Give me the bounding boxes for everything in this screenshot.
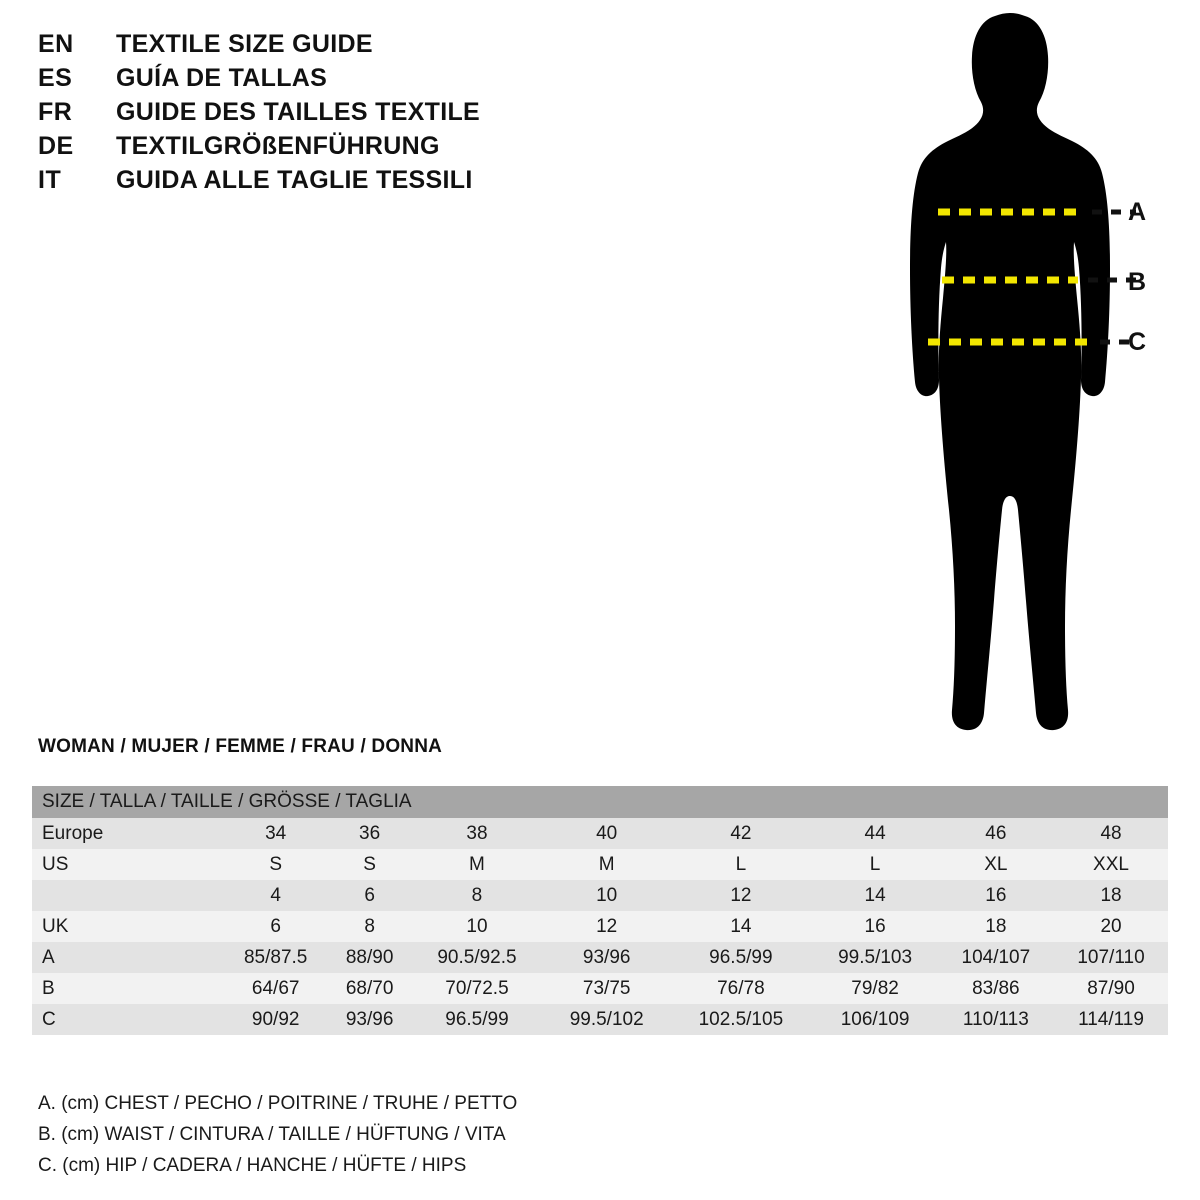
- table-body: [32, 818, 1168, 1035]
- legend-item-waist: B. (cm) WAIST / CINTURA / TAILLE / HÜFTUNG / VITA: [38, 1124, 506, 1145]
- row-label: US: [32, 849, 222, 880]
- table-cell: 99.5/102: [544, 1004, 669, 1035]
- table-cell: XXL: [1054, 849, 1168, 880]
- table-cell: 96.5/99: [669, 942, 812, 973]
- table-cell: 14: [812, 880, 937, 911]
- legend-item-chest: A. (cm) CHEST / PECHO / POITRINE / TRUHE / PETTO: [38, 1093, 518, 1114]
- table-cell: L: [669, 849, 812, 880]
- measure-label-b: B: [1128, 268, 1147, 296]
- table-cell: 16: [812, 911, 937, 942]
- table-cell: M: [410, 849, 544, 880]
- table-cell: 10: [544, 880, 669, 911]
- table-cell: 4: [222, 880, 329, 911]
- table-cell: 18: [1054, 880, 1168, 911]
- table-cell: 93/96: [329, 1004, 410, 1035]
- table-cell: 104/107: [938, 942, 1054, 973]
- measurement-legend: [38, 1088, 738, 1181]
- row-label: UK: [32, 911, 222, 942]
- language-row: [38, 132, 658, 166]
- table-cell: 12: [544, 911, 669, 942]
- table-cell: 93/96: [544, 942, 669, 973]
- table-cell: 44: [812, 818, 937, 849]
- row-label: [32, 880, 222, 911]
- table-head: [32, 786, 1168, 818]
- size-table: [32, 786, 1168, 1035]
- silhouette-icon: [860, 10, 1190, 750]
- measure-label-c: C: [1128, 328, 1147, 356]
- table-cell: 90.5/92.5: [410, 942, 544, 973]
- language-title: GUIDA ALLE TAGLIE TESSILI: [116, 166, 473, 194]
- table-row: [32, 818, 1168, 849]
- language-code: ES: [38, 64, 73, 92]
- table-cell: 110/113: [938, 1004, 1054, 1035]
- table-cell: 107/110: [1054, 942, 1168, 973]
- row-label: Europe: [32, 818, 222, 849]
- table-cell: 42: [669, 818, 812, 849]
- table-cell: 79/82: [812, 973, 937, 1004]
- table-cell: 96.5/99: [410, 1004, 544, 1035]
- table-cell: 85/87.5: [222, 942, 329, 973]
- language-title-list: [38, 30, 658, 200]
- table-cell: 34: [222, 818, 329, 849]
- table-header-row: [32, 786, 1168, 818]
- table-cell: 8: [410, 880, 544, 911]
- table-cell: 88/90: [329, 942, 410, 973]
- table-cell: 38: [410, 818, 544, 849]
- language-code: FR: [38, 98, 73, 126]
- table-cell: 99.5/103: [812, 942, 937, 973]
- language-title: GUÍA DE TALLAS: [116, 64, 328, 92]
- table-cell: 20: [1054, 911, 1168, 942]
- language-title: TEXTILGRÖßENFÜHRUNG: [116, 132, 440, 160]
- table-cell: 6: [329, 880, 410, 911]
- language-title: TEXTILE SIZE GUIDE: [116, 30, 373, 58]
- table-cell: 10: [410, 911, 544, 942]
- language-row: [38, 64, 658, 98]
- measure-label-a: A: [1128, 198, 1147, 226]
- row-label: A: [32, 942, 222, 973]
- language-code: IT: [38, 166, 62, 194]
- table-cell: L: [812, 849, 937, 880]
- table-cell: 46: [938, 818, 1054, 849]
- table-cell: 64/67: [222, 973, 329, 1004]
- table-cell: S: [329, 849, 410, 880]
- table-cell: 106/109: [812, 1004, 937, 1035]
- table-row: [32, 942, 1168, 973]
- section-label-woman: WOMAN / MUJER / FEMME / FRAU / DONNA: [38, 736, 443, 757]
- table-cell: 6: [222, 911, 329, 942]
- language-row: [38, 30, 658, 64]
- table-cell: S: [222, 849, 329, 880]
- table-row: [32, 1004, 1168, 1035]
- table-row: [32, 880, 1168, 911]
- table-cell: XL: [938, 849, 1054, 880]
- table-row: [32, 911, 1168, 942]
- table-cell: 83/86: [938, 973, 1054, 1004]
- language-row: [38, 166, 658, 200]
- table-cell: 87/90: [1054, 973, 1168, 1004]
- table-cell: 48: [1054, 818, 1168, 849]
- table-cell: 70/72.5: [410, 973, 544, 1004]
- table-cell: 68/70: [329, 973, 410, 1004]
- table-cell: 114/119: [1054, 1004, 1168, 1035]
- language-title: GUIDE DES TAILLES TEXTILE: [116, 98, 481, 126]
- table-cell: M: [544, 849, 669, 880]
- table-cell: 40: [544, 818, 669, 849]
- language-code: EN: [38, 30, 74, 58]
- row-label: B: [32, 973, 222, 1004]
- table-cell: 18: [938, 911, 1054, 942]
- table-cell: 8: [329, 911, 410, 942]
- table-header-cell: SIZE / TALLA / TAILLE / GRÖSSE / TAGLIA: [32, 786, 1168, 818]
- table-cell: 36: [329, 818, 410, 849]
- table-cell: 16: [938, 880, 1054, 911]
- table-row: [32, 849, 1168, 880]
- table-cell: 73/75: [544, 973, 669, 1004]
- language-row: [38, 98, 658, 132]
- table-cell: 14: [669, 911, 812, 942]
- table-row: [32, 973, 1168, 1004]
- table-cell: 102.5/105: [669, 1004, 812, 1035]
- table-cell: 12: [669, 880, 812, 911]
- legend-item-hip: C. (cm) HIP / CADERA / HANCHE / HÜFTE / HIPS: [38, 1155, 467, 1176]
- female-silhouette-figure: [860, 10, 1190, 750]
- language-code: DE: [38, 132, 74, 160]
- table-cell: 76/78: [669, 973, 812, 1004]
- table-cell: 90/92: [222, 1004, 329, 1035]
- row-label: C: [32, 1004, 222, 1035]
